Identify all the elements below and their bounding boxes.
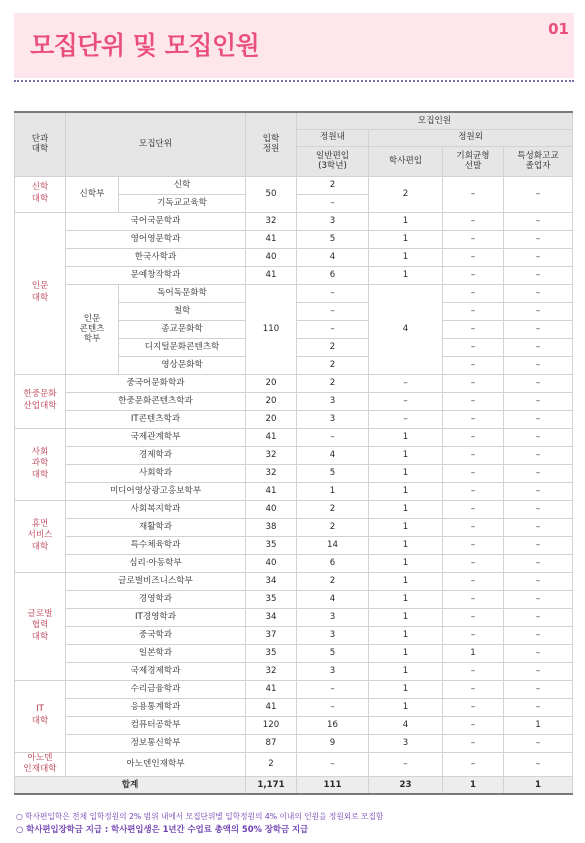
balanced-selection-value: – (443, 374, 504, 392)
special-highschool-value: – (504, 518, 573, 536)
special-highschool-value: – (504, 734, 573, 752)
balanced-selection-value: – (443, 410, 504, 428)
balanced-selection-value: – (443, 464, 504, 482)
total-general-transfer: 111 (297, 776, 369, 794)
general-transfer-value: 3 (297, 662, 369, 680)
header-general-transfer: 일반편입 (3학년) (297, 146, 369, 176)
balanced-selection-value: – (443, 554, 504, 572)
table-row (15, 284, 573, 302)
balanced-selection-value: – (443, 356, 504, 374)
department-name: 특수체육학과 (66, 536, 246, 554)
table-row (15, 500, 573, 518)
special-highschool-value: – (504, 590, 573, 608)
note-bachelor-transfer: ○ 학사편입학은 전체 입학정원의 2% 범위 내에서 모집단위별 입학정원의 4% 이내의 인원을 정원외로 모집함 (16, 812, 384, 821)
bachelor-transfer-value: 1 (369, 644, 443, 662)
bachelor-transfer-value: 1 (369, 608, 443, 626)
bachelor-transfer-value: – (369, 374, 443, 392)
table-row (15, 698, 573, 716)
department-name: IT경영학과 (66, 608, 246, 626)
table-row (15, 716, 573, 734)
table-row (15, 752, 573, 776)
special-highschool-value: – (504, 374, 573, 392)
balanced-selection-value: – (443, 572, 504, 590)
quota-value: 41 (246, 230, 297, 248)
department-name: 독어독문화학 (119, 284, 246, 302)
bachelor-transfer-value: 1 (369, 554, 443, 572)
special-highschool-value: – (504, 410, 573, 428)
bachelor-transfer-value: 1 (369, 446, 443, 464)
balanced-selection-value: – (443, 518, 504, 536)
table-row (15, 662, 573, 680)
college-name: 신학 대학 (15, 176, 66, 212)
department-name: 디지털문화콘텐츠학 (119, 338, 246, 356)
balanced-selection-value: – (443, 230, 504, 248)
group-name: 신학부 (66, 176, 119, 212)
quota-value: 41 (246, 428, 297, 446)
department-name: 국제경제학과 (66, 662, 246, 680)
recruitment-table (14, 111, 573, 795)
bachelor-transfer-value: 1 (369, 572, 443, 590)
department-name: 신학 (119, 176, 246, 194)
header-within-quota: 정원내 (297, 129, 369, 146)
general-transfer-value: 6 (297, 554, 369, 572)
balanced-selection-value: – (443, 302, 504, 320)
total-quota: 1,171 (246, 776, 297, 794)
bachelor-transfer-value: 1 (369, 500, 443, 518)
bachelor-transfer-value: 1 (369, 518, 443, 536)
table-row (15, 554, 573, 572)
department-name: 문예창작학과 (66, 266, 246, 284)
general-transfer-value: 14 (297, 536, 369, 554)
balanced-selection-value: – (443, 266, 504, 284)
dotted-divider (14, 80, 574, 82)
table-row (15, 428, 573, 446)
balanced-selection-value: – (443, 248, 504, 266)
quota-value: 37 (246, 626, 297, 644)
department-name: 중국학과 (66, 626, 246, 644)
bachelor-transfer-value: 4 (369, 284, 443, 374)
special-highschool-value: – (504, 212, 573, 230)
bachelor-transfer-value: 1 (369, 464, 443, 482)
total-special-highschool: 1 (504, 776, 573, 794)
college-name: 휴먼 서비스 대학 (15, 500, 66, 572)
balanced-selection-value: – (443, 284, 504, 302)
special-highschool-value: – (504, 536, 573, 554)
table-row (15, 644, 573, 662)
balanced-selection-value: – (443, 590, 504, 608)
balanced-selection-value: – (443, 752, 504, 776)
department-name: 경제학과 (66, 446, 246, 464)
quota-value: 32 (246, 446, 297, 464)
special-highschool-value: – (504, 302, 573, 320)
table-row (15, 680, 573, 698)
table-row (15, 482, 573, 500)
bachelor-transfer-value: 3 (369, 734, 443, 752)
quota-value: 35 (246, 536, 297, 554)
general-transfer-value: 2 (297, 572, 369, 590)
balanced-selection-value: – (443, 428, 504, 446)
special-highschool-value: – (504, 572, 573, 590)
special-highschool-value: – (504, 662, 573, 680)
general-transfer-value: – (297, 680, 369, 698)
quota-value: 20 (246, 410, 297, 428)
general-transfer-value: 5 (297, 230, 369, 248)
general-transfer-value: 4 (297, 248, 369, 266)
page-number: 01 (548, 20, 569, 38)
department-name: 기독교교육학 (119, 194, 246, 212)
special-highschool-value: – (504, 644, 573, 662)
quota-value: 2 (246, 752, 297, 776)
special-highschool-value: – (504, 752, 573, 776)
general-transfer-value: – (297, 194, 369, 212)
balanced-selection-value: – (443, 536, 504, 554)
department-name: 국제관계학부 (66, 428, 246, 446)
general-transfer-value: – (297, 698, 369, 716)
header-recruit: 모집인원 (297, 112, 573, 129)
college-name: 글로벌 협력 대학 (15, 572, 66, 680)
department-name: 국어국문학과 (66, 212, 246, 230)
department-name: 재활학과 (66, 518, 246, 536)
group-name: 인문 콘텐츠 학부 (66, 284, 119, 374)
table-row (15, 410, 573, 428)
department-name: 아노덴인재학부 (66, 752, 246, 776)
department-name: 컴퓨터공학부 (66, 716, 246, 734)
quota-value: 110 (246, 284, 297, 374)
general-transfer-value: 2 (297, 374, 369, 392)
department-name: 경영학과 (66, 590, 246, 608)
balanced-selection-value: – (443, 662, 504, 680)
balanced-selection-value: – (443, 176, 504, 212)
quota-value: 35 (246, 590, 297, 608)
bachelor-transfer-value: 1 (369, 662, 443, 680)
balanced-selection-value: – (443, 392, 504, 410)
table-row (15, 734, 573, 752)
bachelor-transfer-value: 4 (369, 716, 443, 734)
quota-value: 35 (246, 644, 297, 662)
quota-value: 40 (246, 248, 297, 266)
general-transfer-value: 5 (297, 644, 369, 662)
department-name: 글로벌비즈니스학부 (66, 572, 246, 590)
quota-value: 41 (246, 482, 297, 500)
bachelor-transfer-value: 1 (369, 680, 443, 698)
table-row (15, 608, 573, 626)
general-transfer-value: 2 (297, 500, 369, 518)
general-transfer-value: 2 (297, 356, 369, 374)
total-label: 합계 (15, 776, 246, 794)
header-quota: 입학 정원 (246, 112, 297, 176)
balanced-selection-value: – (443, 446, 504, 464)
special-highschool-value: – (504, 428, 573, 446)
table-row (15, 446, 573, 464)
quota-value: 40 (246, 500, 297, 518)
bachelor-transfer-value: 1 (369, 698, 443, 716)
special-highschool-value: – (504, 176, 573, 212)
general-transfer-value: 6 (297, 266, 369, 284)
quota-value: 32 (246, 464, 297, 482)
page-title: 모집단위 및 모집인원 (30, 31, 260, 60)
quota-value: 41 (246, 680, 297, 698)
table-row (15, 590, 573, 608)
table-row (15, 626, 573, 644)
general-transfer-value: 3 (297, 410, 369, 428)
special-highschool-value: – (504, 284, 573, 302)
table-row (15, 518, 573, 536)
special-highschool-value: – (504, 356, 573, 374)
general-transfer-value: 4 (297, 590, 369, 608)
total-row (15, 776, 573, 794)
college-name: 아노덴 인재대학 (15, 752, 66, 776)
special-highschool-value: – (504, 608, 573, 626)
note-scholarship: ○ 학사편입장학금 지급 : 학사편입생은 1년간 수업료 총액의 50% 장학금 지급 (16, 824, 309, 834)
bachelor-transfer-value: – (369, 392, 443, 410)
department-name: 철학 (119, 302, 246, 320)
table-row (15, 464, 573, 482)
general-transfer-value: 3 (297, 392, 369, 410)
special-highschool-value: – (504, 230, 573, 248)
quota-value: 87 (246, 734, 297, 752)
quota-value: 32 (246, 212, 297, 230)
general-transfer-value: 3 (297, 212, 369, 230)
department-name: 일본학과 (66, 644, 246, 662)
quota-value: 32 (246, 662, 297, 680)
balanced-selection-value: – (443, 482, 504, 500)
table-row (15, 212, 573, 230)
special-highschool-value: 1 (504, 716, 573, 734)
bachelor-transfer-value: 1 (369, 590, 443, 608)
balanced-selection-value: 1 (443, 644, 504, 662)
general-transfer-value: 1 (297, 482, 369, 500)
department-name: 사회학과 (66, 464, 246, 482)
bachelor-transfer-value: 1 (369, 428, 443, 446)
notes (16, 811, 576, 835)
special-highschool-value: – (504, 392, 573, 410)
table-row (15, 572, 573, 590)
header-balanced-selection: 기회균형 선발 (443, 146, 504, 176)
special-highschool-value: – (504, 680, 573, 698)
quota-value: 20 (246, 374, 297, 392)
table-row (15, 536, 573, 554)
total-balanced-selection: 1 (443, 776, 504, 794)
special-highschool-value: – (504, 248, 573, 266)
balanced-selection-value: – (443, 500, 504, 518)
department-name: 수리금융학과 (66, 680, 246, 698)
table-row (15, 392, 573, 410)
quota-value: 34 (246, 608, 297, 626)
department-name: 한국사학과 (66, 248, 246, 266)
department-name: 종교문화학 (119, 320, 246, 338)
department-name: 사회복지학과 (66, 500, 246, 518)
header-bachelor-transfer: 학사편입 (369, 146, 443, 176)
special-highschool-value: – (504, 320, 573, 338)
general-transfer-value: – (297, 752, 369, 776)
bachelor-transfer-value: 2 (369, 176, 443, 212)
balanced-selection-value: – (443, 680, 504, 698)
general-transfer-value: – (297, 320, 369, 338)
bachelor-transfer-value: 1 (369, 212, 443, 230)
bachelor-transfer-value: 1 (369, 536, 443, 554)
quota-value: 50 (246, 176, 297, 212)
special-highschool-value: – (504, 482, 573, 500)
department-name: 중국어문화학과 (66, 374, 246, 392)
special-highschool-value: – (504, 446, 573, 464)
table-row (15, 230, 573, 248)
bachelor-transfer-value: – (369, 752, 443, 776)
general-transfer-value: – (297, 302, 369, 320)
header-college: 단과 대학 (15, 112, 66, 176)
general-transfer-value: 2 (297, 518, 369, 536)
balanced-selection-value: – (443, 338, 504, 356)
quota-value: 20 (246, 392, 297, 410)
quota-value: 120 (246, 716, 297, 734)
bachelor-transfer-value: 1 (369, 266, 443, 284)
college-name: 한중문화 산업대학 (15, 374, 66, 428)
general-transfer-value: – (297, 284, 369, 302)
table-row (15, 248, 573, 266)
quota-value: 34 (246, 572, 297, 590)
general-transfer-value: 2 (297, 176, 369, 194)
header-special-highschool: 특성화고교 졸업자 (504, 146, 573, 176)
balanced-selection-value: – (443, 734, 504, 752)
department-name: 한중문화콘텐츠학과 (66, 392, 246, 410)
general-transfer-value: 3 (297, 608, 369, 626)
department-name: IT콘텐츠학과 (66, 410, 246, 428)
college-name: 인문 대학 (15, 212, 66, 374)
header-outside-quota: 정원외 (369, 129, 573, 146)
bachelor-transfer-value: 1 (369, 230, 443, 248)
balanced-selection-value: – (443, 608, 504, 626)
table-row (15, 176, 573, 194)
balanced-selection-value: – (443, 212, 504, 230)
department-name: 심리·아동학부 (66, 554, 246, 572)
department-name: 정보통신학부 (66, 734, 246, 752)
quota-value: 40 (246, 554, 297, 572)
balanced-selection-value: – (443, 320, 504, 338)
bachelor-transfer-value: 1 (369, 482, 443, 500)
general-transfer-value: 3 (297, 626, 369, 644)
bachelor-transfer-value: 1 (369, 626, 443, 644)
department-name: 미디어영상광고홍보학부 (66, 482, 246, 500)
general-transfer-value: 2 (297, 338, 369, 356)
quota-value: 41 (246, 698, 297, 716)
special-highschool-value: – (504, 554, 573, 572)
special-highschool-value: – (504, 338, 573, 356)
total-bachelor-transfer: 23 (369, 776, 443, 794)
table-row (15, 374, 573, 392)
balanced-selection-value: – (443, 626, 504, 644)
general-transfer-value: 16 (297, 716, 369, 734)
header-unit: 모집단위 (66, 112, 246, 176)
college-name: 사회 과학 대학 (15, 428, 66, 500)
balanced-selection-value: – (443, 698, 504, 716)
special-highschool-value: – (504, 500, 573, 518)
bachelor-transfer-value: 1 (369, 248, 443, 266)
department-name: 응용통계학과 (66, 698, 246, 716)
general-transfer-value: – (297, 428, 369, 446)
general-transfer-value: 4 (297, 446, 369, 464)
special-highschool-value: – (504, 626, 573, 644)
balanced-selection-value: – (443, 716, 504, 734)
college-name: IT 대학 (15, 680, 66, 752)
quota-value: 41 (246, 266, 297, 284)
department-name: 영어영문학과 (66, 230, 246, 248)
general-transfer-value: 9 (297, 734, 369, 752)
special-highschool-value: – (504, 266, 573, 284)
special-highschool-value: – (504, 698, 573, 716)
special-highschool-value: – (504, 464, 573, 482)
general-transfer-value: 5 (297, 464, 369, 482)
table-row (15, 266, 573, 284)
department-name: 영상문화학 (119, 356, 246, 374)
quota-value: 38 (246, 518, 297, 536)
bachelor-transfer-value: – (369, 410, 443, 428)
